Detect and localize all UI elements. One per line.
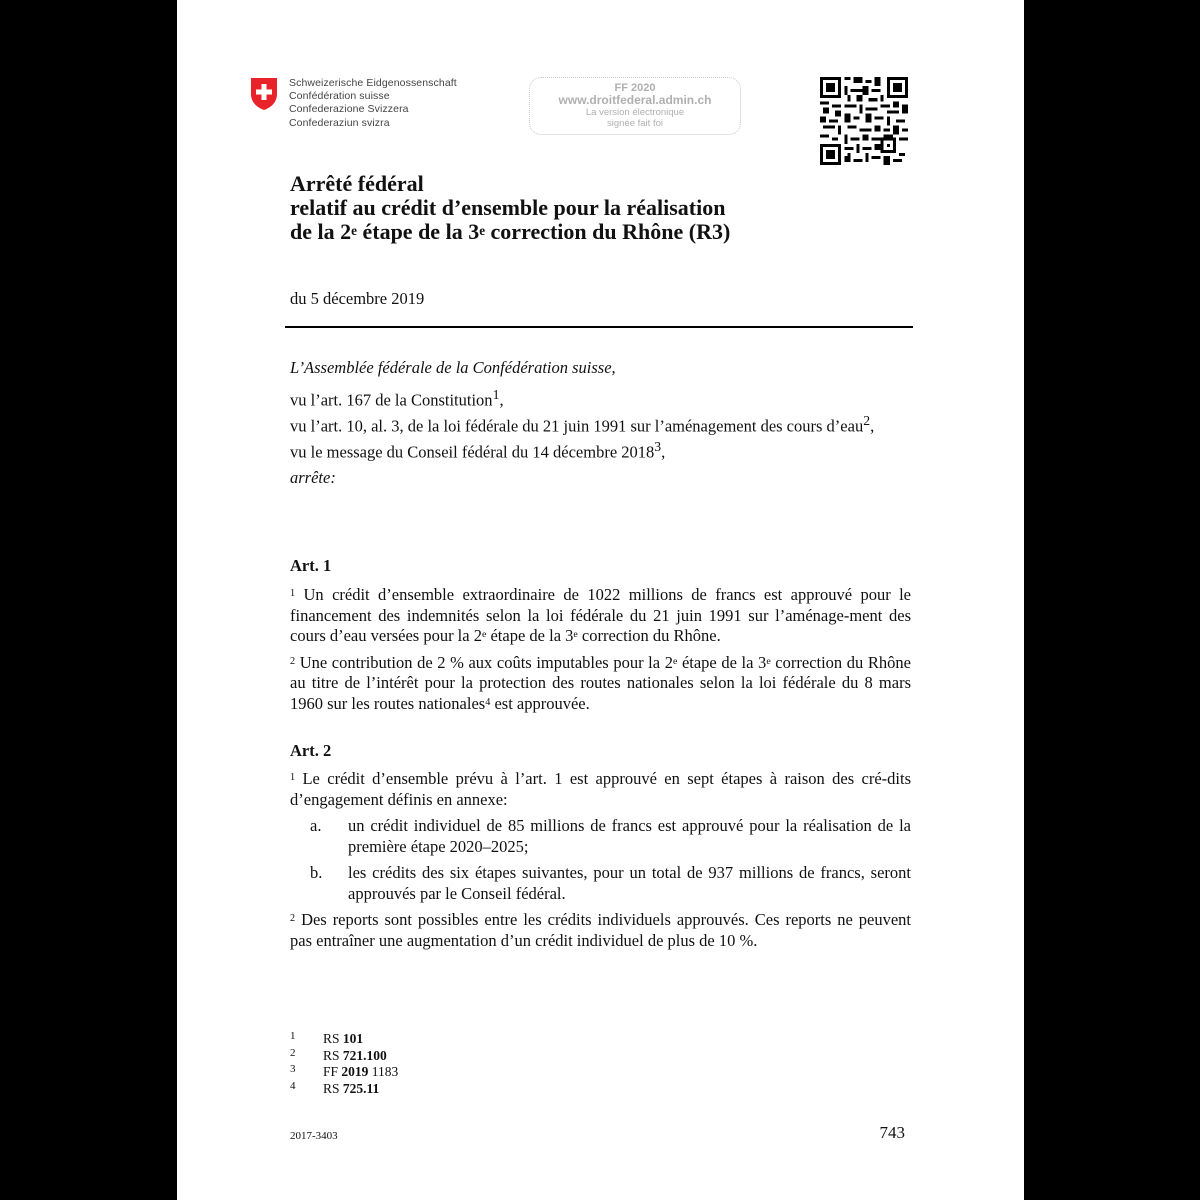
stamp-url: www.droitfederal.admin.ch xyxy=(558,93,712,107)
document-page xyxy=(177,0,1024,1200)
confed-rm: Confederaziun svizra xyxy=(289,116,390,129)
article-1-paragraph-1: $^1$ Un crédit d’ensemble extraordinaire de 1022 millions de francs est approuvé pour le financement des indemnités selon la loi fédérale du 21 juin 1991 sur l’aménage-ment des cours d’eau versées pour la 2e étape de la 3e correction du Rhône. xyxy=(290,585,911,645)
preamble xyxy=(290,358,910,488)
stamp-note2: signée fait foi xyxy=(607,118,663,129)
footnote-ref[interactable]: 2 xyxy=(863,412,871,428)
article-1-paragraph-2: $^2$ Une contribution de 2 % aux coûts imputables pour la 2e étape de la 3e correction du Rhône au titre de l’intérêt pour la protection des routes nationales selon la loi fédérale du 8 mars 1960 sur les routes nationales$^4$ est approuvée. xyxy=(290,652,911,713)
preamble-assembly: L’Assemblée fédérale de la Confédération suisse, xyxy=(290,358,616,377)
qr-code-icon xyxy=(820,77,908,165)
article-1-heading: Art. 1 xyxy=(290,556,332,575)
title-line-3: de la 2e étape de la 3e correction du Rhône (R3) xyxy=(290,219,731,244)
electronic-version-stamp xyxy=(529,77,741,135)
list-item-label: a. xyxy=(310,816,322,835)
list-item-label: b. xyxy=(310,863,323,882)
footnote-ref[interactable]: 1 xyxy=(492,386,500,402)
preamble-vu-3: vu le message du Conseil fédéral du 14 décembre 2018$^3$, xyxy=(290,438,666,461)
page-number: 743 xyxy=(879,1123,905,1142)
list-item-text: un crédit individuel de 85 millions de francs est approuvé pour la réalisation de la première étape 2020–2025; xyxy=(348,816,911,856)
document-id: 2017-3403 xyxy=(290,1130,338,1142)
footnote: 2 RS 721.100 xyxy=(290,1046,387,1063)
swiss-shield-icon xyxy=(250,77,278,111)
preamble-vu-1: vu l’art. 167 de la Constitution$^1$, xyxy=(290,386,504,409)
article-1-body xyxy=(290,585,911,720)
title-line-1: Arrêté fédéral xyxy=(290,171,424,196)
confed-it: Confederazione Svizzera xyxy=(289,103,409,116)
list-item-text: les crédits des six étapes suivantes, pour un total de 937 millions de francs, seront approuvés par le Conseil fédéral. xyxy=(348,863,911,903)
list-item xyxy=(290,863,911,904)
footnotes xyxy=(290,1031,398,1097)
confederation-names xyxy=(289,77,457,130)
confed-fr: Confédération suisse xyxy=(289,90,390,103)
footnote-ref[interactable]: 4 xyxy=(485,696,491,708)
confed-de: Schweizerische Eidgenossenschaft xyxy=(289,77,457,89)
preamble-vu-2: vu l’art. 10, al. 3, de la loi fédérale du 21 juin 1991 sur l’aménagement des cours d’eau$^2$, xyxy=(290,412,875,435)
stamp-ff: FF 2020 xyxy=(614,82,656,94)
article-2-heading: Art. 2 xyxy=(290,741,332,760)
article-2-paragraph-1: $^1$ Le crédit d’ensemble prévu à l’art. 1 est approuvé en sept étapes à raison des cré-dits d’engagement définis en annexe: xyxy=(290,769,911,809)
footnote-ref[interactable]: 3 xyxy=(654,438,662,454)
document-title xyxy=(290,172,730,244)
stamp-note1: La version électronique xyxy=(585,107,685,118)
preamble-arrete: arrête: xyxy=(290,467,336,487)
footnote: 1 RS 101 xyxy=(290,1030,364,1046)
title-divider xyxy=(285,326,913,328)
article-2-paragraph-2: $^2$ Des reports sont possibles entre les crédits individuels approuvés. Ces reports ne peuvent pas entraîner une augmentation d’un crédit individuel de plus de 10 %. xyxy=(290,910,911,950)
footnote: 3 FF 2019 1183 xyxy=(290,1063,399,1079)
document-date: du 5 décembre 2019 xyxy=(290,289,425,308)
list-item xyxy=(290,816,911,857)
article-2-body xyxy=(290,769,911,957)
footnote: 4 RS 725.11 xyxy=(290,1079,380,1096)
title-line-2: relatif au crédit d’ensemble pour la réalisation xyxy=(290,195,726,220)
